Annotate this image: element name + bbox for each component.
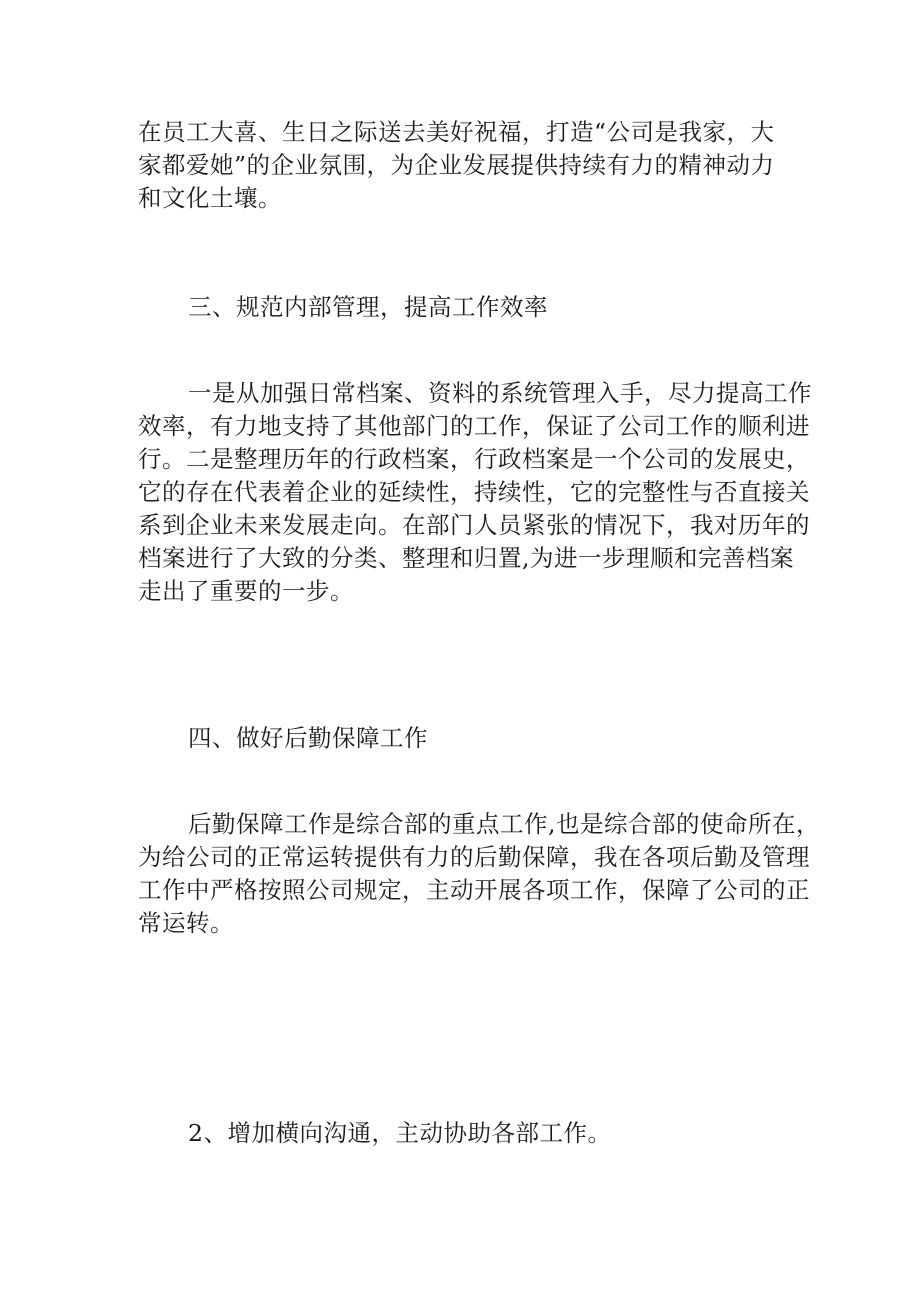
text-line: 为给公司的正常运转提供有力的后勤保障，我在各项后勤及管理: [138, 843, 810, 871]
text-line: 系到企业未来发展走向。在部门人员紧张的情况下，我对历年的: [138, 511, 810, 539]
text-line: 走出了重要的一步。: [138, 577, 354, 605]
text-line: 它的存在代表着企业的延续性，持续性，它的完整性与否直接关: [138, 478, 810, 506]
paragraph-archive-management: [138, 377, 812, 608]
text-line: 一是从加强日常档案、资料的系统管理入手，尽力提高工作: [188, 379, 812, 407]
section-heading-4: 四、做好后勤保障工作: [188, 724, 428, 752]
paragraph-company-culture: [138, 116, 788, 215]
text-line: 工作中严格按照公司规定，主动开展各项工作，保障了公司的正: [138, 876, 810, 904]
text-line: 家都爱她”的企业氛围，为企业发展提供持续有力的精神动力: [138, 151, 775, 179]
text-line: 效率，有力地支持了其他部门的工作，保证了公司工作的顺利进: [138, 412, 810, 440]
text-line: 后勤保障工作是综合部的重点工作,也是综合部的使命所在，: [188, 810, 820, 838]
section-heading-3: 三、规范内部管理，提高工作效率: [188, 293, 548, 321]
text-line: 行。二是整理历年的行政档案，行政档案是一个公司的发展史，: [138, 445, 810, 473]
text-line: 和文化土壤。: [138, 184, 282, 212]
text-line: 常运转。: [138, 909, 234, 937]
text-line: 在员工大喜、生日之际送去美好祝福，打造“公司是我家，大: [138, 118, 775, 146]
text-line: 档案进行了大致的分类、整理和归置,为进一步理顺和完善档案: [138, 544, 794, 572]
paragraph-logistics: [138, 808, 820, 940]
list-item-2: 2、增加横向沟通，主动协助各部工作。: [188, 1119, 612, 1147]
